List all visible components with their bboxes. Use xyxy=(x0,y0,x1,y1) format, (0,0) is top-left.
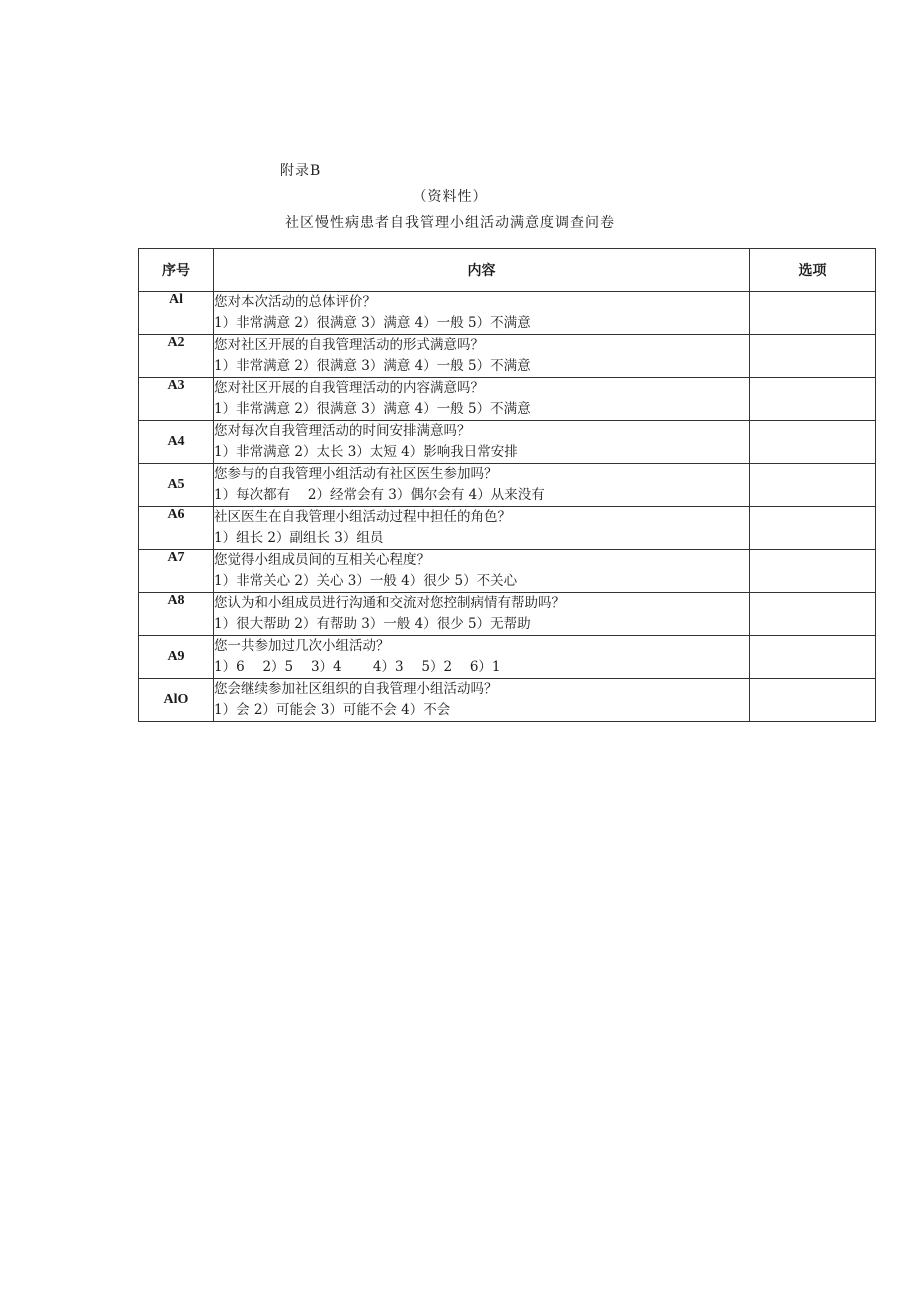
option-cell[interactable] xyxy=(750,292,876,335)
row-number: Al xyxy=(139,292,214,335)
row-content xyxy=(214,421,750,464)
table-row xyxy=(139,378,876,421)
row-number: AlO xyxy=(139,679,214,722)
appendix-label: 附录B xyxy=(280,163,322,179)
document-title: 社区慢性病患者自我管理小组活动满意度调查问卷 xyxy=(285,215,615,231)
answer-choices: 1）非常满意 2）很满意 3）满意 4）一般 5）不满意 xyxy=(214,401,531,417)
table-header-row xyxy=(139,249,876,292)
row-content xyxy=(214,335,750,378)
row-content xyxy=(214,550,750,593)
row-number: A8 xyxy=(139,593,214,636)
question-text: 您参与的自我管理小组活动有社区医生参加吗？ xyxy=(214,466,498,482)
question-text: 您对本次活动的总体评价？ xyxy=(214,294,376,310)
row-number: A6 xyxy=(139,507,214,550)
option-cell[interactable] xyxy=(750,636,876,679)
answer-choices: 1）非常满意 2）很满意 3）满意 4）一般 5）不满意 xyxy=(214,315,531,331)
row-number: A7 xyxy=(139,550,214,593)
question-text: 您认为和小组成员进行沟通和交流对您控制病情有帮助吗？ xyxy=(214,595,565,611)
option-cell[interactable] xyxy=(750,464,876,507)
answer-choices: 1）组长 2）副组长 3）组员 xyxy=(214,530,384,546)
option-cell[interactable] xyxy=(750,421,876,464)
row-number: A4 xyxy=(139,421,214,464)
option-cell[interactable] xyxy=(750,335,876,378)
table-row xyxy=(139,679,876,722)
table-row xyxy=(139,550,876,593)
row-content xyxy=(214,378,750,421)
row-content xyxy=(214,464,750,507)
answer-choices: 1）很大帮助 2）有帮助 3）一般 4）很少 5）无帮助 xyxy=(214,616,531,632)
option-cell[interactable] xyxy=(750,550,876,593)
row-content xyxy=(214,679,750,722)
column-header-option: 选项 xyxy=(750,249,876,292)
row-content xyxy=(214,636,750,679)
table-row xyxy=(139,464,876,507)
document-subtitle: （资料性） xyxy=(412,189,488,205)
option-cell[interactable] xyxy=(750,679,876,722)
answer-choices: 1）会 2）可能会 3）可能不会 4）不会 xyxy=(214,702,451,718)
column-header-number: 序号 xyxy=(139,249,214,292)
answer-choices: 1）非常满意 2）太长 3）太短 4）影响我日常安排 xyxy=(214,444,518,460)
answer-choices: 1）每次都有 2）经常会有 3）偶尔会有 4）从来没有 xyxy=(214,487,545,503)
row-number: A2 xyxy=(139,335,214,378)
survey-table xyxy=(138,248,876,722)
table-row xyxy=(139,421,876,464)
question-text: 您一共参加过几次小组活动？ xyxy=(214,638,390,654)
option-cell[interactable] xyxy=(750,507,876,550)
row-content xyxy=(214,292,750,335)
table-row xyxy=(139,292,876,335)
table-row xyxy=(139,593,876,636)
question-text: 您对社区开展的自我管理活动的形式满意吗？ xyxy=(214,337,484,353)
row-number: A3 xyxy=(139,378,214,421)
question-text: 社区医生在自我管理小组活动过程中担任的角色？ xyxy=(214,509,511,525)
table-row xyxy=(139,335,876,378)
table-row xyxy=(139,636,876,679)
question-text: 您对社区开展的自我管理活动的内容满意吗？ xyxy=(214,380,484,396)
option-cell[interactable] xyxy=(750,593,876,636)
option-cell[interactable] xyxy=(750,378,876,421)
row-number: A9 xyxy=(139,636,214,679)
column-header-content: 内容 xyxy=(214,249,750,292)
question-text: 您会继续参加社区组织的自我管理小组活动吗？ xyxy=(214,681,498,697)
answer-choices: 1）非常满意 2）很满意 3）满意 4）一般 5）不满意 xyxy=(214,358,531,374)
question-text: 您觉得小组成员间的互相关心程度？ xyxy=(214,552,430,568)
question-text: 您对每次自我管理活动的时间安排满意吗？ xyxy=(214,423,471,439)
row-content xyxy=(214,507,750,550)
answer-choices: 1）6 2）5 3）4 4）3 5）2 6）1 xyxy=(214,659,501,675)
row-number: A5 xyxy=(139,464,214,507)
answer-choices: 1）非常关心 2）关心 3）一般 4）很少 5）不关心 xyxy=(214,573,518,589)
table-row xyxy=(139,507,876,550)
row-content xyxy=(214,593,750,636)
